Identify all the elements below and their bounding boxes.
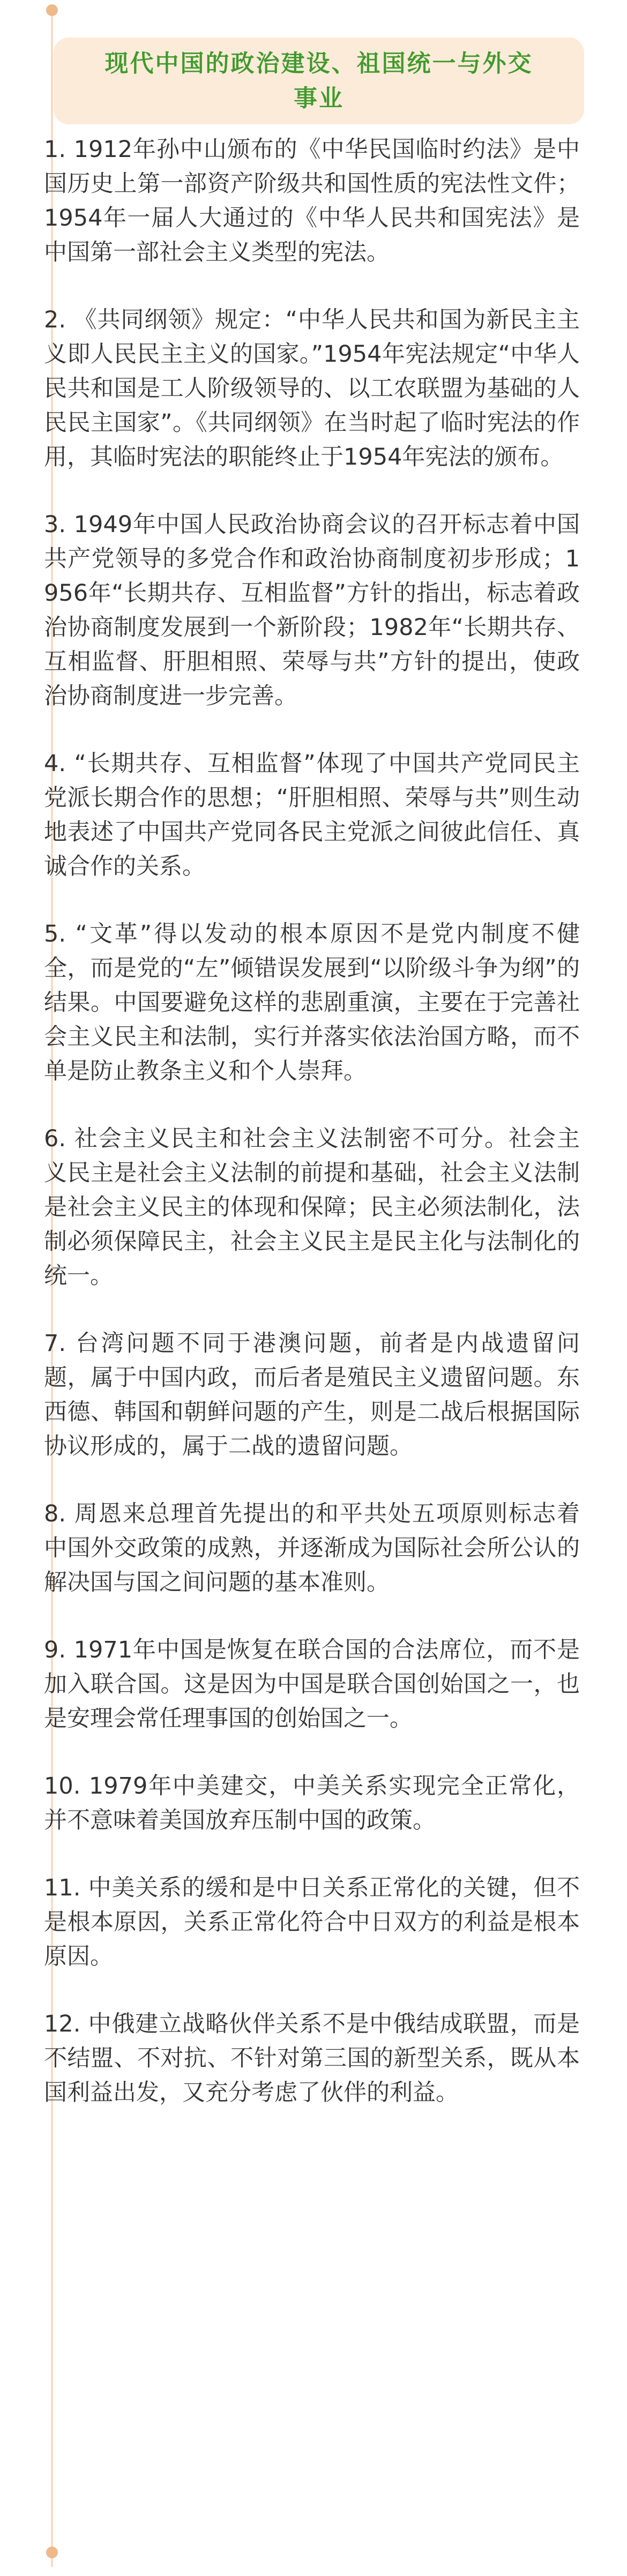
article-body <box>44 132 580 2143</box>
paragraph-6: 6. 社会主义民主和社会主义法制密不可分。社会主义民主是社会主义法制的前提和基础，社会主义法制是社会主义民主的体现和保障；民主必须法制化，法制必须保障民主，社会主义民主是民主化与法制化的统一。 <box>44 1125 580 1289</box>
title-banner <box>54 38 584 124</box>
paragraph-10: 10. 1979年中美建交，中美关系实现完全正常化，并不意味着美国放弃压制中国的政策。 <box>44 1773 580 1834</box>
page-title: 现代中国的政治建设、祖国统一与外交事业 <box>104 50 533 112</box>
paragraph-4: 4. “长期共存、互相监督”体现了中国共产党同民主党派长期合作的思想；“肝胆相照、荣辱与共”则生动地表述了中国共产党同各民主党派之间彼此信任、真诚合作的关系。 <box>44 750 580 880</box>
timeline-dot-top <box>46 4 58 16</box>
paragraph-12: 12. 中俄建立战略伙伴关系不是中俄结成联盟，而是不结盟、不对抗、不针对第三国的新型关系，既从本国利益出发，又充分考虑了伙伴的利益。 <box>44 2011 580 2106</box>
paragraph-9: 9. 1971年中国是恢复在联合国的合法席位，而不是加入联合国。这是因为中国是联合国创始国之一，也是安理会常任理事国的创始国之一。 <box>44 1637 580 1732</box>
paragraph-5: 5. “文革”得以发动的根本原因不是党内制度不健全，而是党的“左”倾错误发展到“以阶级斗争为纲”的结果。中国要避免这样的悲剧重演，主要在于完善社会主义民主和法制，实行并落实依法治国方略，而不单是防止教条主义和个人崇拜。 <box>44 921 580 1085</box>
paragraph-3: 3. 1949年中国人民政治协商会议的召开标志着中国共产党领导的多党合作和政治协商制度初步形成；1956年“长期共存、互相监督”方针的指出，标志着政治协商制度发展到一个新阶段；1982年“长期共存、互相监督、肝胆相照、荣辱与共”方针的提出，使政治协商制度进一步完善。 <box>44 511 580 710</box>
paragraph-1: 1. 1912年孙中山颁布的《中华民国临时约法》是中国历史上第一部资产阶级共和国性质的宪法性文件；1954年一届人大通过的《中华人民共和国宪法》是中国第一部社会主义类型的宪法。 <box>44 136 580 266</box>
timeline-dot-bottom <box>46 2547 58 2558</box>
paragraph-11: 11. 中美关系的缓和是中日关系正常化的关键，但不是根本原因，关系正常化符合中日双方的利益是根本原因。 <box>44 1875 580 1970</box>
paragraph-2: 2. 《共同纲领》规定：“中华人民共和国为新民主主义即人民民主主义的国家。”1954年宪法规定“中华人民共和国是工人阶级领导的、以工农联盟为基础的人民民主国家”。《共同纲领》在当时起了临时宪法的作用，其临时宪法的职能终止于1954年宪法的颁布。 <box>44 307 580 471</box>
paragraph-8: 8. 周恩来总理首先提出的和平共处五项原则标志着中国外交政策的成熟，并逐渐成为国际社会所公认的解决国与国之间问题的基本准则。 <box>44 1500 580 1596</box>
paragraph-7: 7. 台湾问题不同于港澳问题，前者是内战遗留问题，属于中国内政，而后者是殖民主义遗留问题。东西德、韩国和朝鲜问题的产生，则是二战后根据国际协议形成的，属于二战的遗留问题。 <box>44 1330 580 1460</box>
